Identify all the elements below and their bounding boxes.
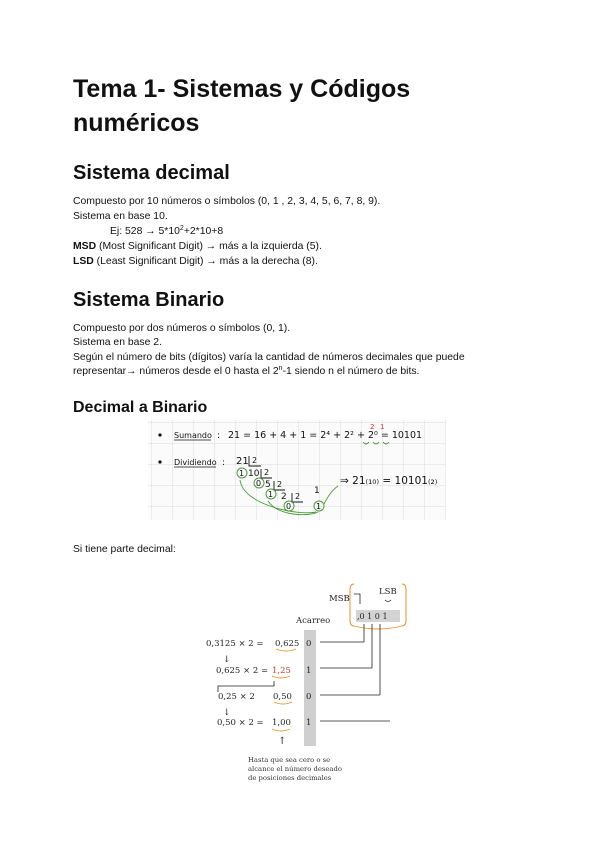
dividiendo-label: Dividiendo xyxy=(174,458,217,467)
binary-line-1: Compuesto por dos números o símbolos (0, 1). xyxy=(73,323,291,334)
row-lhs: 0,50 × 2 = xyxy=(217,718,264,728)
row-lhs: 0,625 × 2 = xyxy=(216,666,269,676)
lsd-line xyxy=(73,254,318,269)
div-number: 21 xyxy=(236,456,249,467)
binary-line-2: Sistema en base 2. xyxy=(73,337,162,348)
fraction-svg xyxy=(196,578,426,790)
decimal-example xyxy=(110,224,223,239)
div-number: 2 xyxy=(252,456,258,465)
carry-value: 0 xyxy=(306,639,312,649)
sumando-equation: 21 = 16 + 4 + 1 = 2⁴ + 2² + 2⁰ = 10101 xyxy=(228,430,423,441)
binary-line-4-exponent: n xyxy=(278,365,283,372)
remainder: 1 xyxy=(268,490,274,499)
msb-label: MSB xyxy=(329,594,350,604)
bullet-dot xyxy=(158,460,161,463)
div-number: 2 xyxy=(277,480,283,489)
arrow-up: ↑ xyxy=(278,736,287,747)
note-line: Hasta que sea cero o se xyxy=(248,756,331,764)
row-rhs: 0,625 xyxy=(275,639,300,649)
bullet-dot xyxy=(158,433,161,436)
carry-value: 0 xyxy=(306,692,312,702)
section-heading-decimal: Sistema decimal xyxy=(73,162,230,184)
decimal-line-2: Sistema en base 10. xyxy=(73,211,168,222)
section-heading-dec2bin: Decimal a Binario xyxy=(73,399,208,416)
lsd-term: LSD xyxy=(73,256,94,267)
remainder: 0 xyxy=(256,479,262,488)
div-number: 2 xyxy=(295,492,301,501)
arrow-down: ↓ xyxy=(223,708,231,718)
row-rhs: 0,50 xyxy=(273,692,292,702)
page-title: Tema 1- Sistemas y Códigos numéricos xyxy=(73,75,411,137)
bits-value: ,0 1 0 1 xyxy=(357,612,388,621)
carry-value: 1 xyxy=(306,718,312,728)
example-exponent: 2 xyxy=(179,225,184,232)
svg-text::: : xyxy=(222,458,226,468)
msd-line xyxy=(73,239,322,254)
red-mark: 2 xyxy=(370,423,375,431)
fraction-conversion-figure xyxy=(196,578,426,790)
carry-header: Acarreo xyxy=(296,616,331,626)
row-lhs: 0,3125 × 2 = xyxy=(206,639,264,649)
section-heading-binary: Sistema Binario xyxy=(73,289,225,311)
remainder: 1 xyxy=(239,469,245,478)
fraction-intro: Si tiene parte decimal: xyxy=(73,544,176,555)
note-line: alcance el número deseado xyxy=(248,765,342,773)
div-number: 5 xyxy=(265,480,271,490)
div-number: 1 xyxy=(314,486,320,496)
handwritten-notes-image xyxy=(148,420,446,520)
dividiendo-result: ⇒ 21₍₁₀₎ = 10101₍₂₎ xyxy=(340,475,438,487)
note-line: de posiciones decimales xyxy=(248,774,332,782)
binary-line-4 xyxy=(73,364,419,379)
grid-paper-svg xyxy=(148,420,446,520)
msd-term: MSD xyxy=(73,241,97,252)
lsb-label: LSB xyxy=(379,587,397,597)
svg-text::: : xyxy=(217,431,221,441)
remainder: 0 xyxy=(286,502,292,511)
sumando-label: Sumando xyxy=(174,431,212,440)
red-mark: 1 xyxy=(380,423,385,431)
row-rhs: 1,25 xyxy=(272,666,291,676)
decimal-line-1: Compuesto por 10 números o símbolos (0, 1 , 2, 3, 4, 5, 6, 7, 8, 9). xyxy=(73,196,381,207)
binary-line-3: Según el número de bits (dígitos) varía la cantidad de números decimales que puede xyxy=(73,352,465,363)
remainder: 1 xyxy=(316,502,322,511)
row-lhs: 0,25 × 2 xyxy=(218,692,255,702)
arrow-down: ↓ xyxy=(223,655,231,665)
example-suffix: +2*10+8 xyxy=(183,226,224,237)
lsd-text: (Least Significant Digit) → más a la derecha (8). xyxy=(93,256,318,267)
row-rhs: 1,00 xyxy=(272,718,291,728)
div-number: 2 xyxy=(281,492,287,502)
binary-line-4-suffix: -1 siendo n el número de bits. xyxy=(282,366,420,377)
div-number: 2 xyxy=(264,468,270,477)
div-number: 10 xyxy=(248,469,260,479)
carry-value: 1 xyxy=(306,666,312,676)
binary-line-4-prefix: representar→ números desde el 0 hasta el 2 xyxy=(73,366,279,377)
example-prefix: Ej: 528 → 5*10 xyxy=(110,226,180,237)
msd-text: (Most Significant Digit) → más a la izquierda (5). xyxy=(96,241,322,252)
